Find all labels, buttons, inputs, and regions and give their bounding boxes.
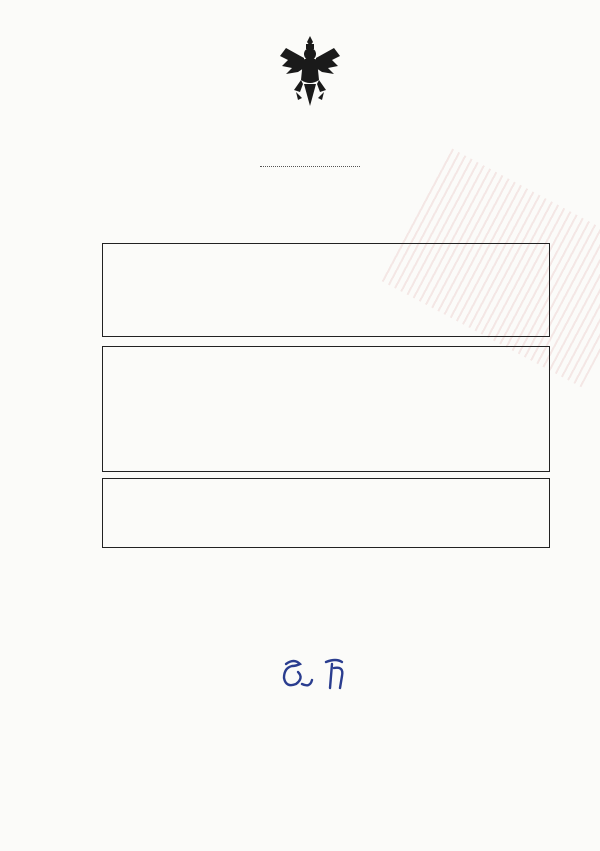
handwritten-signature-icon [272, 654, 362, 696]
section-signboard-tax [102, 346, 550, 472]
section-land-building-tax [102, 243, 550, 337]
section-license-fee [102, 478, 550, 548]
title-divider [260, 166, 360, 167]
garuda-emblem-icon [276, 34, 344, 110]
